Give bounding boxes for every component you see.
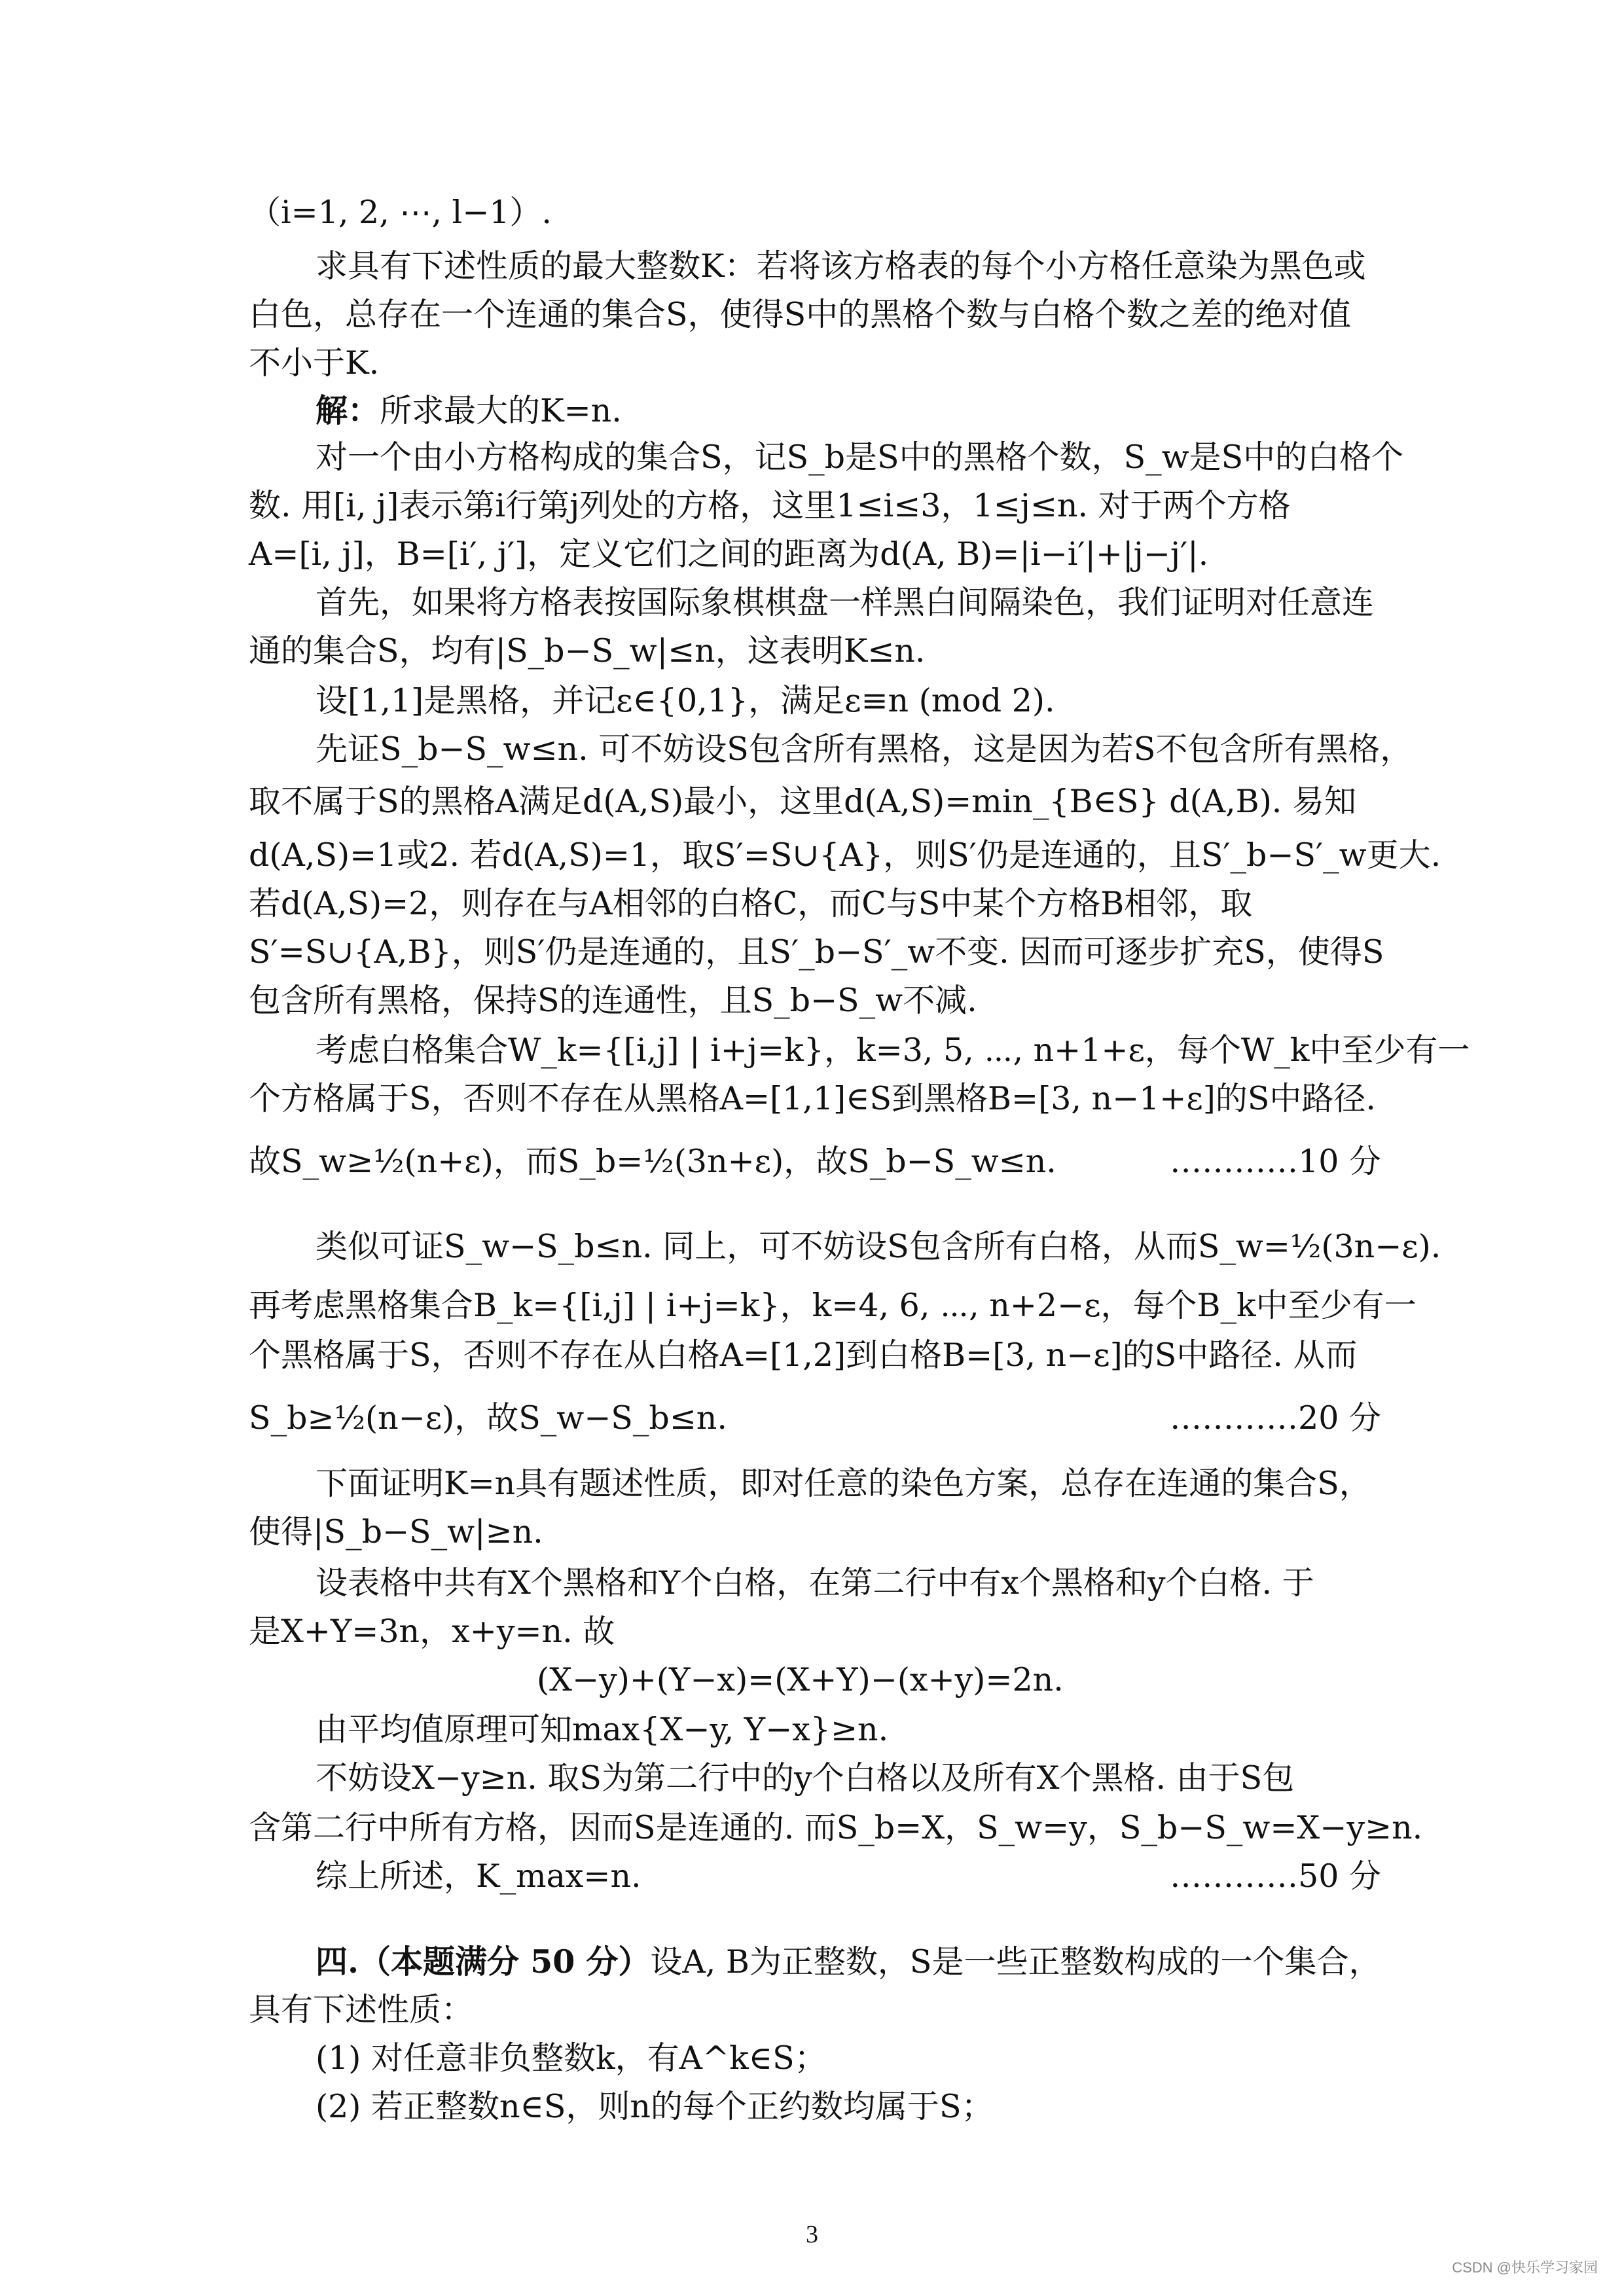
text-line <box>249 978 1381 1024</box>
text-line <box>249 531 1381 577</box>
line-text: 若d(A,S)=2，则存在与A相邻的白格C，而C与S中某个方格B相邻，取 <box>249 885 1253 922</box>
line-text: 考虑白格集合W_k={[i,j] | i+j=k}，k=3, 5, ⋯, n+1+ε，每个W_k中至少有一 <box>316 1031 1470 1069</box>
text-line <box>249 1395 1381 1441</box>
line-text: 类似可证S_w−S_b≤n. 同上，可不妨设S包含所有白格，从而S_w=½(3n−ε). <box>316 1228 1441 1265</box>
line-text: 所求最大的K=n. <box>380 392 622 429</box>
watermark: CSDN @快乐学习家园 <box>1452 2259 1598 2276</box>
line-text: 设A, B为正整数，S是一些正整数构成的一个集合， <box>650 1943 1381 1981</box>
text-line <box>249 628 1381 674</box>
text-line <box>316 243 1381 289</box>
text-line <box>316 1755 1381 1801</box>
line-text: 是X+Y=3n，x+y=n. 故 <box>249 1613 615 1650</box>
text-line <box>249 292 1381 338</box>
line-text: 故S_w≥½(n+ε)，而S_b=½(3n+ε)，故S_b−S_w≤n. <box>249 1143 1056 1180</box>
line-text: 不小于K. <box>249 344 380 382</box>
text-line <box>316 2036 1381 2081</box>
bold-lead: 四.（本题满分 50 分） <box>316 1943 651 1981</box>
text-line <box>249 833 1441 878</box>
text-line <box>316 580 1381 626</box>
text-line <box>316 1560 1381 1606</box>
text-line <box>316 1224 1441 1270</box>
line-text: 再考虑黑格集合B_k={[i,j] | i+j=k}，k=4, 6, ⋯, n+2−ε，每个B_k中至少有一 <box>249 1287 1416 1324</box>
text-line <box>316 1854 1381 1899</box>
line-text: 对一个由小方格构成的集合S，记S_b是S中的黑格个数，S_w是S中的白格个 <box>316 439 1404 476</box>
page-number: 3 <box>806 2221 818 2248</box>
line-text: 包含所有黑格，保持S的连通性，且S_b−S_w不减. <box>249 982 977 1019</box>
text-line <box>249 190 1381 236</box>
line-text: 设表格中共有X个黑格和Y个白格，在第二行中有x个黑格和y个白格. 于 <box>316 1564 1314 1602</box>
text-line <box>249 1333 1381 1378</box>
text-line <box>316 1707 1381 1753</box>
line-text: 先证S_b−S_w≤n. 可不妨设S包含所有黑格，这是因为若S不包含所有黑格， <box>316 730 1413 768</box>
line-text: （i=1, 2, ⋯, l−1）. <box>249 194 552 231</box>
text-line <box>249 340 1381 386</box>
line-text: (X−y)+(Y−x)=(X+Y)−(x+y)=2n. <box>537 1661 1064 1698</box>
line-text: (1) 对任意非负整数k，有A^k∈S； <box>316 2039 827 2077</box>
text-line <box>249 779 1381 825</box>
text-line <box>249 1609 1381 1655</box>
line-text: 由平均值原理可知max{X−y, Y−x}≥n. <box>316 1711 889 1748</box>
text-line <box>316 1461 1381 1507</box>
text-line <box>249 1139 1381 1185</box>
text-line <box>316 1028 1470 1073</box>
line-text: 设[1,1]是黑格，并记ε∈{0,1}，满足ε≡n (mod 2). <box>316 682 1055 719</box>
bold-lead: 解： <box>316 391 380 429</box>
line-text: 个方格属于S，否则不存在从黑格A=[1,1]∈S到黑格B=[3, n−1+ε]的S中路径. <box>249 1080 1377 1117</box>
line-text: 数. 用[i, j]表示第i行第j列处的方格，这里1≤i≤3，1≤j≤n. 对于两个方格 <box>249 487 1291 524</box>
text-line <box>316 387 1381 434</box>
line-text: 通的集合S，均有|S_b−S_w|≤n，这表明K≤n. <box>249 632 926 670</box>
text-line <box>316 678 1381 724</box>
text-line <box>249 881 1381 927</box>
score-marker: …………20 分 <box>1170 1399 1381 1437</box>
line-text: 使得|S_b−S_w|≥n. <box>249 1513 543 1551</box>
line-text: 下面证明K=n具有题述性质，即对任意的染色方案，总存在连通的集合S， <box>316 1465 1371 1502</box>
text-line <box>316 726 1413 772</box>
line-text: S′=S∪{A,B}，则S′仍是连通的，且S′_b−S′_w不变. 因而可逐步扩充S，使得S <box>249 933 1384 971</box>
line-text: 首先，如果将方格表按国际象棋棋盘一样黑白间隔染色，我们证明对任意连 <box>316 584 1375 621</box>
text-line <box>316 435 1404 480</box>
line-text: 具有下述性质： <box>249 1991 474 2028</box>
text-line <box>249 1076 1381 1122</box>
text-line <box>249 483 1381 529</box>
line-text: 取不属于S的黑格A满足d(A,S)最小，这里d(A,S)=min_{B∈S} d(A,B). 易知 <box>249 783 1356 820</box>
text-line <box>316 2084 1381 2130</box>
score-marker: …………50 分 <box>1170 1857 1381 1895</box>
line-text: d(A,S)=1或2. 若d(A,S)=1，取S′=S∪{A}，则S′仍是连通的，且S′_b−S′_w更大. <box>249 836 1441 874</box>
line-text: 白色，总存在一个连通的集合S，使得S中的黑格个数与白格个数之差的绝对值 <box>249 296 1352 333</box>
line-text: 不妨设X−y≥n. 取S为第二行中的y个白格以及所有X个黑格. 由于S包 <box>316 1759 1295 1797</box>
text-line <box>249 1509 1381 1555</box>
text-line <box>316 1939 1381 1985</box>
line-text: A=[i, j]，B=[i′, j′]，定义它们之间的距离为d(A, B)=|i−i′|+|j−j′|. <box>249 535 1209 573</box>
text-line <box>249 1283 1416 1329</box>
line-text: S_b≥½(n−ε)，故S_w−S_b≤n. <box>249 1399 727 1437</box>
line-text: 求具有下述性质的最大整数K：若将该方格表的每个小方格任意染为黑色或 <box>316 247 1366 285</box>
line-text: 含第二行中所有方格，因而S是连通的. 而S_b=X，S_w=y，S_b−S_w=X−y≥n. <box>249 1809 1423 1846</box>
score-marker: …………10 分 <box>1170 1143 1381 1180</box>
line-text: (2) 若正整数n∈S，则n的每个正约数均属于S； <box>316 2088 994 2125</box>
line-text: 综上所述，K_max=n. <box>316 1857 641 1895</box>
line-text: 个黑格属于S，否则不存在从白格A=[1,2]到白格B=[3, n−ε]的S中路径. 从而 <box>249 1336 1358 1374</box>
text-line <box>249 929 1384 975</box>
text-line <box>537 1657 1388 1703</box>
text-line <box>249 1987 1381 2033</box>
text-line <box>249 1805 1423 1851</box>
